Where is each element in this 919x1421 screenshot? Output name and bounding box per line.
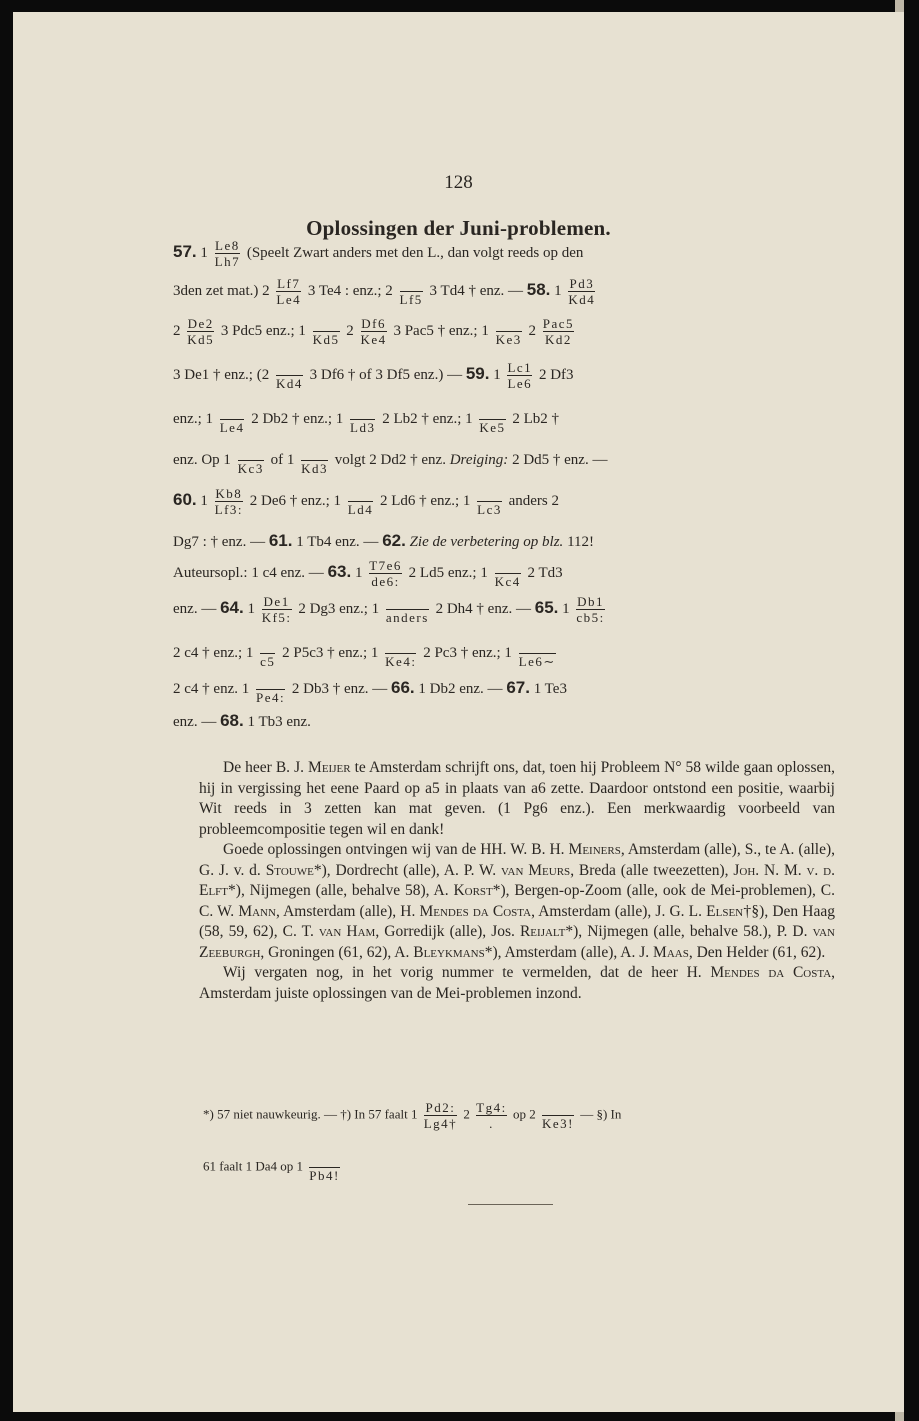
white-move <box>256 674 285 689</box>
person-name: Meiners <box>568 841 621 858</box>
white-move <box>495 558 521 573</box>
white-move <box>400 276 423 291</box>
black-move: Kf5: <box>261 610 292 625</box>
problem-number: 58. <box>526 279 551 299</box>
problem-number: 63. <box>327 561 352 581</box>
black-move: Le4 <box>219 420 245 435</box>
move-fraction <box>477 486 502 517</box>
problem-number: 59. <box>465 363 490 383</box>
white-move <box>477 486 502 501</box>
white-move <box>220 404 245 419</box>
problem-number: 60. <box>173 489 197 509</box>
book-page <box>13 12 904 1412</box>
black-move: Lg4† <box>423 1116 458 1131</box>
footnote-end-rule <box>468 1204 553 1205</box>
solution-line: enz. — 64. 1 $\frac{De1}{Kf5:}$ 2 Dg3 enz.; 1 anders 2 Dh4 † enz. — 65. 1 $\frac{Db1}{cb5:}$ <box>173 594 605 625</box>
white-move <box>313 316 340 331</box>
solution-line: enz. Op 1 Kc3 of 1 Kd3 volgt 2 Dd2 † enz. Dreiging: 2 Dd5 † enz. — <box>173 445 607 476</box>
solution-line: 2 $\frac{De2}{Kd5}$ 3 Pdc5 enz.; 1 Kd5 2 $\frac{Df6}{Ke4}$ 3 Pac5 † enz.; 1 Ke3 2 $\frac{\text{Pac5}}{Kd2}$ <box>173 316 575 347</box>
solution-line: enz.; 1 Le4 2 Db2 † enz.; 1 Ld3 2 Lb2 † enz.; 1 Ke5 2 Lb2 † <box>173 404 559 435</box>
white-move: Kb8 <box>215 486 243 501</box>
person-name: Reijalt <box>519 923 566 940</box>
white-move: Db1 <box>577 594 605 609</box>
black-move: de6: <box>369 573 402 589</box>
black-move: Kd5 <box>187 332 215 347</box>
white-move <box>238 445 264 460</box>
move-fraction <box>220 404 245 435</box>
white-move <box>386 594 429 609</box>
move-fraction <box>187 316 214 347</box>
move-fraction <box>568 276 595 307</box>
white-move: De1 <box>263 594 290 609</box>
person-name: Meijer <box>308 759 351 776</box>
solution-line: 3 De1 † enz.; (2 Kd4 3 Df6 † of 3 Df5 enz.) — 59. 1 $\frac{Lc1}{Le6}$ 2 Df3 <box>173 360 574 391</box>
move-fraction <box>301 445 328 476</box>
black-move: Lf5 <box>399 292 423 307</box>
black-move: Ke3! <box>541 1116 574 1131</box>
black-move: cb5: <box>576 610 605 625</box>
black-move: Ke4 <box>360 332 387 347</box>
black-move: c5 <box>260 654 276 669</box>
person-name: Mendes da Costa <box>710 964 832 981</box>
black-move: Ld4 <box>347 502 374 517</box>
move-fraction <box>313 316 340 347</box>
move-fraction <box>507 360 532 391</box>
move-fraction <box>479 404 505 435</box>
solution-line: 57. 1 $\frac{Le8}{Lh7}$ (Speelt Zwart anders met den L., dan volgt reeds op den <box>173 238 584 269</box>
problem-number: 57. <box>173 241 197 261</box>
move-fraction <box>543 316 574 347</box>
white-move <box>542 1100 574 1115</box>
person-name: van Zeeburgh <box>199 923 835 961</box>
person-name: Bleykmans <box>413 943 485 961</box>
page-number: 128 <box>444 172 473 193</box>
black-move: Kd4 <box>275 376 303 391</box>
move-fraction <box>386 594 429 625</box>
problem-number: 67. <box>506 677 530 697</box>
move-fraction <box>348 486 373 517</box>
move-fraction <box>215 238 240 269</box>
white-move <box>301 445 328 460</box>
solution-line: enz. — 68. 1 Tb3 enz. <box>173 711 311 730</box>
black-move: Kc3 <box>237 461 264 476</box>
white-move: Le8 <box>215 238 240 253</box>
black-move: anders <box>385 610 429 625</box>
white-move: Df6 <box>361 316 386 331</box>
black-move: Ke4: <box>385 654 417 669</box>
solution-line: Auteursopl.: 1 c4 enz. — 63. 1 $\frac{T7e6}{de6:}$ 2 Ld5 enz.; 1 Kc4 2 Td3 <box>173 558 563 589</box>
problem-number: 62. <box>382 531 406 550</box>
footnote-line: *) 57 niet nauwkeurig. — †) In 57 faalt 1 $\frac{Pd2:}{Lg4\dagger}$ 2 $\frac{Tg4:}{.}$ op 2 Ke3! — §) In <box>203 1100 622 1131</box>
problem-number: 61. <box>268 531 293 550</box>
move-fraction <box>576 594 604 625</box>
move-fraction <box>369 558 402 589</box>
solution-line: 2 c4 † enz.; 1 c5 2 P5c3 † enz.; 1 Ke4: 2 Pc3 † enz.; 1 Le6∼ <box>173 638 559 669</box>
white-move: Tg4: <box>476 1100 507 1115</box>
move-fraction <box>215 486 243 517</box>
person-name: van Ham <box>318 923 376 940</box>
footnote-line: 61 faalt 1 Da4 op 1 Pb4! <box>203 1152 343 1183</box>
black-move: Kd2 <box>543 331 574 347</box>
move-fraction <box>276 360 303 391</box>
notes-block <box>199 758 835 1004</box>
white-move <box>479 404 505 419</box>
white-move: De2 <box>187 316 214 331</box>
italic-text: Zie de verbetering op blz. <box>409 534 564 550</box>
move-fraction <box>424 1100 457 1131</box>
black-move: Lc3 <box>477 502 502 517</box>
white-move <box>350 404 375 419</box>
white-move <box>260 638 275 653</box>
move-fraction <box>309 1152 340 1183</box>
person-name: Mann <box>238 902 276 920</box>
move-fraction <box>400 276 423 307</box>
black-move: Kd3 <box>301 461 328 476</box>
problem-number: 66. <box>391 677 415 697</box>
move-fraction <box>542 1100 574 1131</box>
move-fraction <box>260 638 275 669</box>
italic-text: Dreiging: <box>449 451 509 468</box>
black-move: . <box>476 1115 507 1131</box>
black-move: Ke3 <box>495 332 522 347</box>
move-fraction <box>262 594 292 625</box>
white-move <box>276 360 303 375</box>
black-move: Le6∼ <box>518 654 556 669</box>
move-fraction <box>276 276 301 307</box>
black-move: Kc4 <box>494 574 521 589</box>
person-name: Elsen <box>706 902 744 920</box>
white-move <box>309 1152 340 1167</box>
note-paragraph: Wij vergaten nog, in het vorig nummer te vermelden, dat de heer H. Mendes da Costa, Amsterdam juiste oplossingen van de Mei-problemen inzond. <box>199 964 836 1002</box>
move-fraction <box>256 674 285 705</box>
person-name: Stouwe <box>265 861 314 879</box>
solution-line: 60. 1 $\frac{Kb8}{Lf3:}$ 2 De6 † enz.; 1 Ld4 2 Ld6 † enz.; 1 Lc3 anders 2 <box>173 486 559 517</box>
white-move <box>496 316 522 331</box>
person-name: Maas <box>653 943 689 961</box>
person-name: Korst <box>453 882 493 899</box>
black-move: Lf3: <box>214 502 244 517</box>
black-move: Pe4: <box>255 690 286 705</box>
note-paragraph: Goede oplossingen ontvingen wij van de HH. W. B. H. Meiners, Amsterdam (alle), S., te A. (alle), G. J. v. d. Stouwe*), Dordrecht (alle), A. P. W. van Meurs, Breda (alle tweezetten), Joh. N. M. v. d. Elft*), Nijmegen (alle, behalve 58), A. Korst*), Bergen-op-Zoom (alle, ook de Mei-problemen), C. C. W. Mann, Amsterdam (alle), H. Mendes da Costa, Amsterdam (alle), J. G. L. Elsen†§), Den Haag (58, 59, 62), C. T. van Ham, Gorredijk (alle), Jos. Reijalt*), Nijmegen (alle, behalve 58.), P. D. van Zeeburgh, Groningen (61, 62), A. Bleykmans*), Amsterdam (alle), A. J. Maas, Den Helder (61, 62). <box>199 841 836 961</box>
white-move: T7e6 <box>369 558 402 573</box>
black-move: Pb4! <box>309 1168 340 1183</box>
white-move: Lf7 <box>277 276 301 291</box>
solution-line: 3den zet mat.) 2 $\frac{Lf7}{Le4}$ 3 Te4 : enz.; 2 Lf5 3 Td4 † enz. — 58. 1 $\frac{Pd3}{Kd4}$ <box>173 276 596 307</box>
move-fraction <box>496 316 522 347</box>
white-move: Pd3 <box>569 276 595 291</box>
white-move <box>385 638 416 653</box>
black-move: Kd4 <box>568 292 596 307</box>
black-move: Kd5 <box>312 332 340 347</box>
black-move: Le6 <box>507 376 533 391</box>
move-fraction <box>350 404 375 435</box>
black-move: Ke5 <box>479 420 506 435</box>
white-move: Pac5 <box>542 316 575 331</box>
white-move <box>348 486 373 501</box>
problem-number: 64. <box>220 597 244 617</box>
move-fraction <box>385 638 416 669</box>
move-fraction <box>361 316 387 347</box>
move-fraction <box>238 445 264 476</box>
black-move: Lh7 <box>214 254 241 269</box>
person-name: Mendes da Costa <box>419 902 532 920</box>
move-fraction <box>519 638 556 669</box>
solution-line: Dg7 : † enz. — 61. 1 Tb4 enz. — 62. Zie de verbetering op blz. 112! <box>173 531 595 550</box>
white-move <box>519 638 556 653</box>
section-title: Oplossingen der Juni-problemen. <box>306 216 611 240</box>
solution-line: 2 c4 † enz. 1 Pe4: 2 Db3 † enz. — 66. 1 Db2 enz. — 67. 1 Te3 <box>173 674 567 705</box>
note-paragraph: De heer B. J. Meijer te Amsterdam schrijft ons, dat, toen hij Probleem N° 58 wilde gaan oplossen, hij in vergissing het eene Paard op a5 in plaats van a6 zette. Daardoor ontstond een positie, waarbij Wit reeds in 3 zetten kan mat geven. (1 Pg6 enz.). Een merkwaardig voorbeeld van probleemcompositie tegen wil en dank! <box>199 759 835 838</box>
problem-number: 68. <box>220 711 244 730</box>
white-move: Lc1 <box>507 360 533 375</box>
person-name: van Meurs <box>501 861 571 879</box>
white-move: Pd2: <box>425 1100 456 1115</box>
problem-number: 65. <box>534 597 559 617</box>
black-move: Ld3 <box>350 420 376 435</box>
scan-border <box>904 0 919 1421</box>
person-name: Joh. N. M. v. d. Elft <box>199 861 835 899</box>
move-fraction <box>495 558 521 589</box>
move-fraction <box>476 1100 507 1131</box>
black-move: Le4 <box>276 292 302 307</box>
